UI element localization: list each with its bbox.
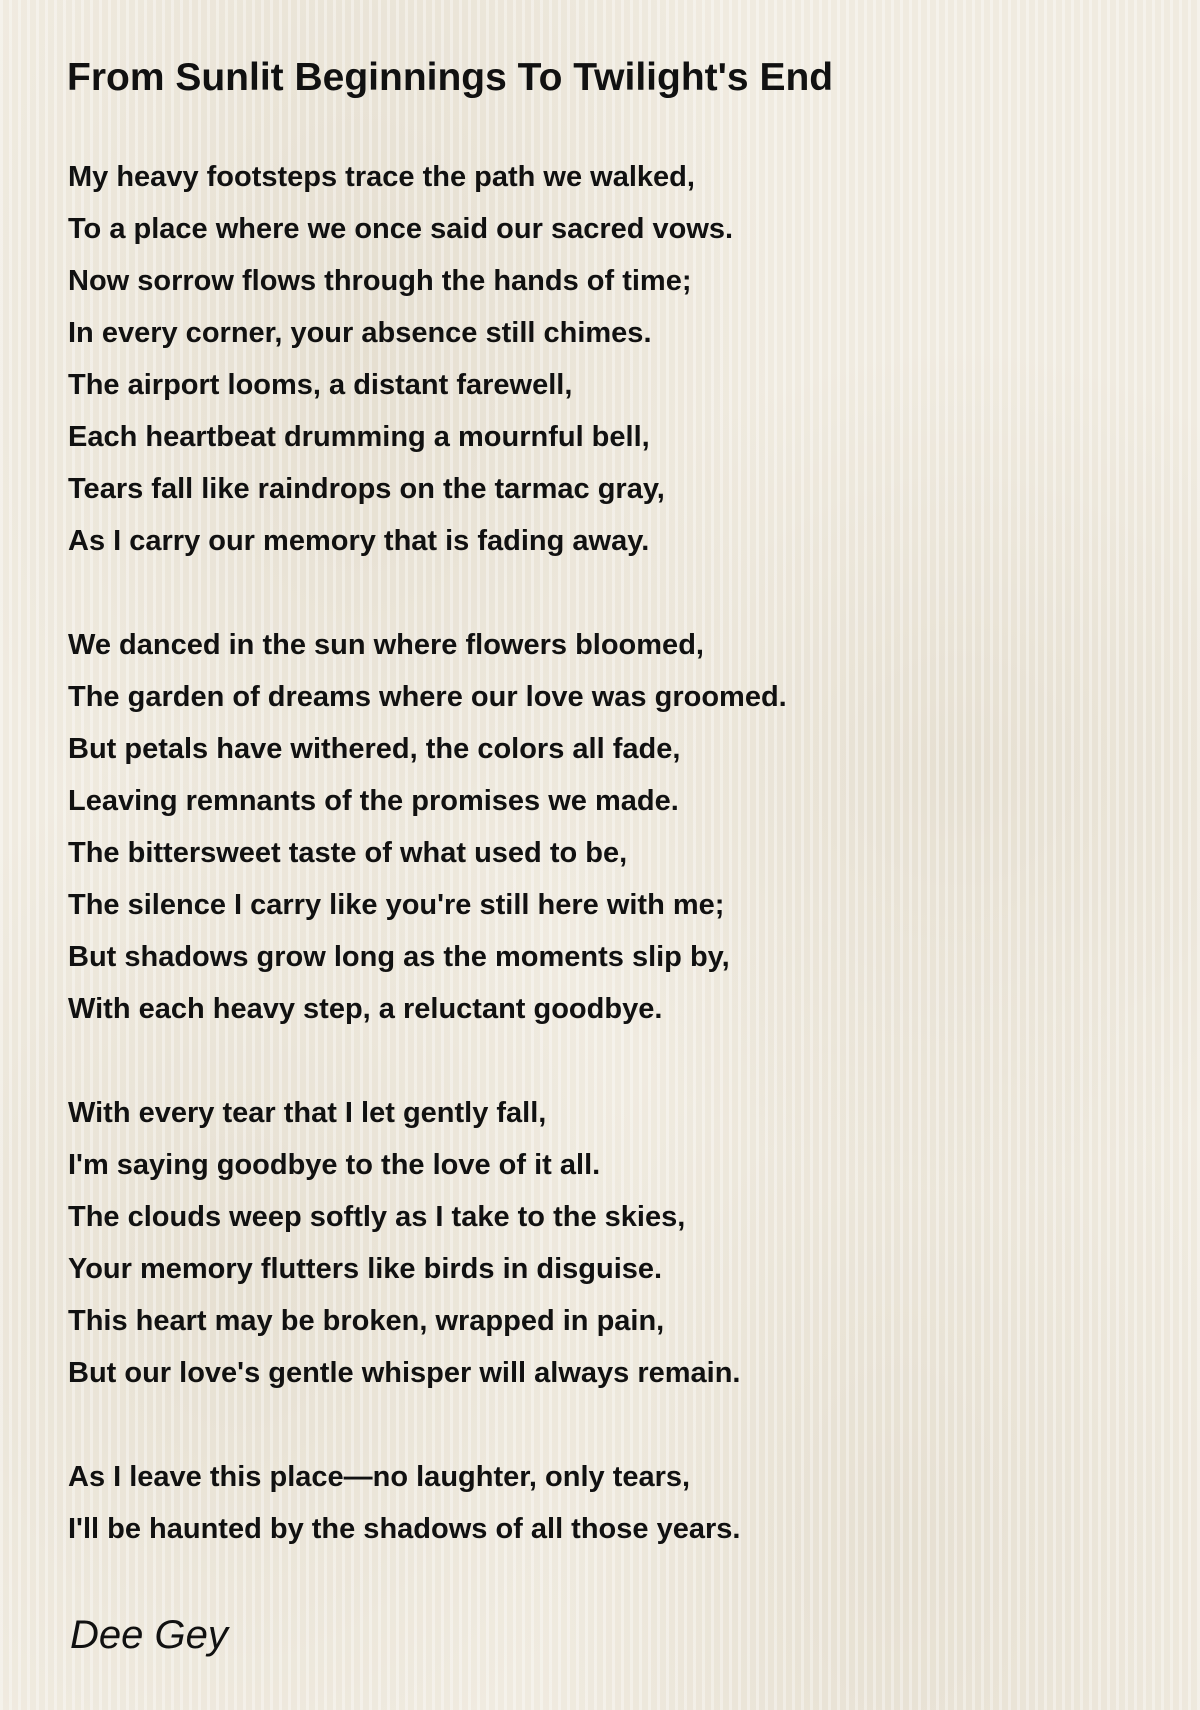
poem-line: The garden of dreams where our love was groomed. bbox=[68, 681, 787, 713]
stanza-4 bbox=[68, 1451, 1168, 1555]
poem-line: Each heartbeat drumming a mournful bell, bbox=[68, 421, 650, 453]
poem-line: As I leave this place—no laughter, only tears, bbox=[68, 1461, 691, 1493]
poem-line: To a place where we once said our sacred vows. bbox=[68, 213, 734, 245]
poem-author: Dee Gey bbox=[70, 1613, 228, 1657]
poem-line: The clouds weep softly as I take to the skies, bbox=[68, 1201, 686, 1233]
poem-line: My heavy footsteps trace the path we walked, bbox=[68, 161, 695, 193]
poem-line: Now sorrow flows through the hands of time; bbox=[68, 265, 692, 297]
poem-line: As I carry our memory that is fading away. bbox=[68, 525, 650, 557]
poem-line: I'll be haunted by the shadows of all those years. bbox=[68, 1513, 741, 1545]
poem-title: From Sunlit Beginnings To Twilight's End bbox=[67, 56, 834, 99]
poem-line: But petals have withered, the colors all fade, bbox=[68, 733, 681, 765]
poem-line: Leaving remnants of the promises we made. bbox=[68, 785, 679, 817]
poem-line: I'm saying goodbye to the love of it all. bbox=[68, 1149, 601, 1181]
poem-line: Your memory flutters like birds in disguise. bbox=[68, 1253, 663, 1285]
poem-body bbox=[68, 151, 1168, 1607]
stanza-1 bbox=[68, 151, 1168, 567]
poem-line: With each heavy step, a reluctant goodbye. bbox=[68, 993, 663, 1025]
stanza-3 bbox=[68, 1087, 1168, 1399]
poem-line: The silence I carry like you're still here with me; bbox=[68, 889, 725, 921]
poem-line: The bittersweet taste of what used to be, bbox=[68, 837, 628, 869]
stanza-2 bbox=[68, 619, 1168, 1035]
poem-line: But our love's gentle whisper will always remain. bbox=[68, 1357, 741, 1389]
poem-line: Tears fall like raindrops on the tarmac gray, bbox=[68, 473, 665, 505]
poem-line: This heart may be broken, wrapped in pain, bbox=[68, 1305, 665, 1337]
poem-line: With every tear that I let gently fall, bbox=[68, 1097, 547, 1129]
poem-line: In every corner, your absence still chimes. bbox=[68, 317, 652, 349]
poem-line: But shadows grow long as the moments slip by, bbox=[68, 941, 730, 973]
poem-line: We danced in the sun where flowers bloomed, bbox=[68, 629, 704, 661]
poem-line: The airport looms, a distant farewell, bbox=[68, 369, 573, 401]
